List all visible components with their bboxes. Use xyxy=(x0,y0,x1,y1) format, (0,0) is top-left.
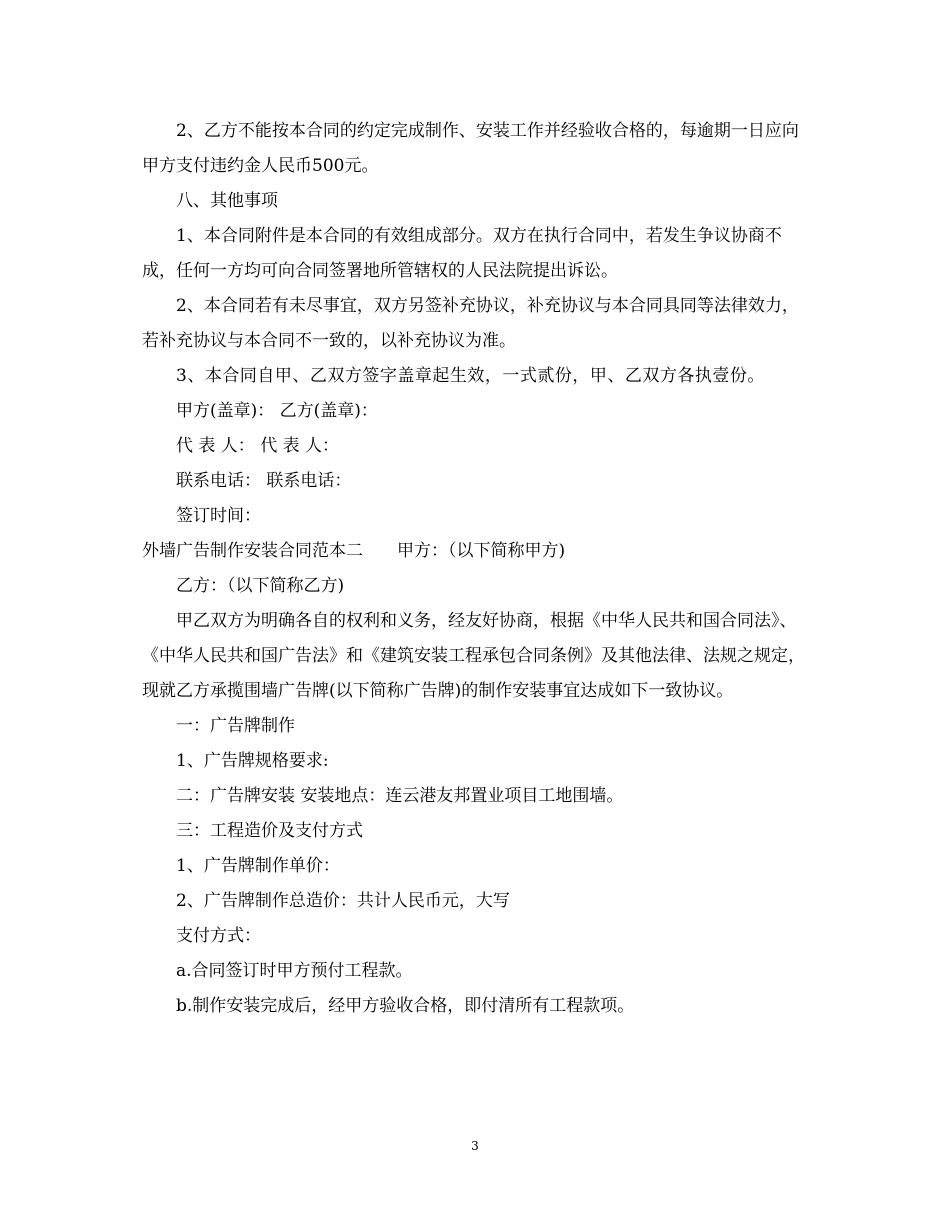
section-heading-billboard-production: 一：广告牌制作 xyxy=(176,716,295,736)
party-b-line: 乙方：（以下简称乙方) xyxy=(176,576,345,596)
contract-preamble: 甲乙双方为明确各自的权利和义务，经友好协商，根据《中华人民共和国合同法》、《中华人民共和国广告法》和《建筑安装工程承包合同条例》及其他法律、法规之规定，现就乙方承揽围墙广告牌(以下简称广告牌)的制作安装事宜达成如下一致协议。 xyxy=(142,611,805,701)
section-heading-other-matters: 八、其他事项 xyxy=(176,191,278,211)
signature-seal-line: 甲方(盖章)： 乙方(盖章)： xyxy=(176,401,378,421)
clause-attachments-disputes: 1、本合同附件是本合同的有效组成部分。双方在执行合同中，若发生争议协商不成，任何一方均可向合同签署地所管辖权的人民法院提出诉讼。 xyxy=(142,226,782,281)
page-number: 3 xyxy=(471,1139,479,1153)
billboard-spec-line: 1、广告牌规格要求: xyxy=(176,751,329,771)
section-heading-cost-payment: 三：工程造价及支付方式 xyxy=(176,821,363,841)
clause-supplementary-agreement: 2、本合同若有未尽事宜，双方另签补充协议，补充协议与本合同具同等法律效力，若补充协议与本合同不一致的，以补充协议为准。 xyxy=(142,296,799,351)
payment-item-a: a.合同签订时甲方预付工程款。 xyxy=(176,961,413,981)
unit-price-line: 1、广告牌制作单价： xyxy=(176,856,340,876)
section-heading-installation: 二：广告牌安装 安装地点：连云港友邦置业项目工地围墙。 xyxy=(176,786,624,806)
signature-date-line: 签订时间： xyxy=(176,506,261,526)
contract-title-sample-two: 外墙广告制作安装合同范本二 甲方：（以下简称甲方) xyxy=(142,541,566,561)
clause-effectiveness: 3、本合同自甲、乙双方签字盖章起生效，一式贰份，甲、乙双方各执壹份。 xyxy=(176,366,765,386)
clause-penalty: 2、乙方不能按本合同的约定完成制作、安装工作并经验收合格的，每逾期一日应向甲方支付违约金人民币500元。 xyxy=(142,121,799,176)
payment-method-heading: 支付方式： xyxy=(176,926,261,946)
signature-phone-line: 联系电话： 联系电话： xyxy=(176,471,352,491)
signature-representative-line: 代 表 人： 代 表 人： xyxy=(176,436,340,456)
total-price-line: 2、广告牌制作总造价：共计人民币元，大写 xyxy=(176,891,510,911)
document-body xyxy=(142,114,812,1024)
payment-item-b: b.制作安装完成后，经甲方验收合格，即付清所有工程款项。 xyxy=(176,996,635,1016)
